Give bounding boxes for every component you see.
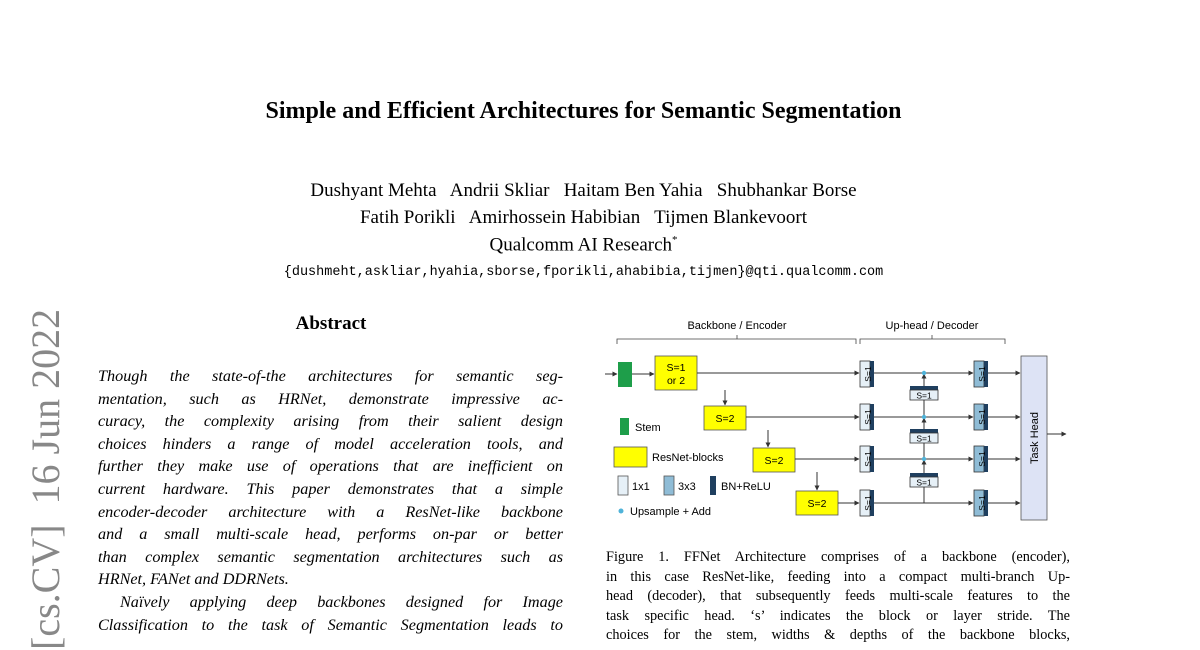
legend-3x3-swatch xyxy=(664,476,674,495)
legend-3x3-label: 3x3 xyxy=(678,481,696,493)
svg-text:S=1: S=1 xyxy=(863,409,873,425)
svg-text:S=1: S=1 xyxy=(916,390,932,401)
abstract-line: Classification to the task of Semantic Segmentation leads to xyxy=(98,615,563,634)
to-head-arrows xyxy=(988,373,1020,503)
encoder-label: Backbone / Encoder xyxy=(687,320,787,332)
abstract-line: choices hinders a range of model acceleration tools, and xyxy=(98,434,563,453)
legend-upsample-label: Upsample + Add xyxy=(630,506,712,518)
affiliation-name: Qualcomm AI Research xyxy=(489,234,673,256)
legend-stem-label: Stem xyxy=(635,422,661,434)
legend-stem-swatch xyxy=(620,418,629,435)
legend-resnet-label: ResNet-blocks xyxy=(652,452,724,464)
svg-text:S=1: S=1 xyxy=(916,433,932,444)
svg-text:S=1: S=1 xyxy=(977,451,987,467)
arxiv-side-stamp: [cs.CV] 16 Jun 2022 xyxy=(23,308,68,650)
legend-bn-label: BN+ReLU xyxy=(721,481,771,493)
svg-text:S=1: S=1 xyxy=(977,409,987,425)
caption-line: choices for the stem, widths & depths of the backbone blocks, xyxy=(606,627,1070,644)
block-2-label: S=2 xyxy=(715,413,735,425)
abstract-body xyxy=(98,365,563,636)
affiliation xyxy=(0,234,1167,256)
decoder-label: Up-head / Decoder xyxy=(885,320,979,332)
caption-line: Figure 1. FFNet Architecture comprises of a backbone (encoder), xyxy=(606,549,1070,565)
affiliation-footnote-mark: * xyxy=(672,234,678,246)
authors-line-1: Dushyant Mehta Andrii Skliar Haitam Ben Yahia Shubhankar Borse xyxy=(310,180,857,201)
encoder-brace xyxy=(617,335,856,344)
abstract-line: current hardware. This paper demonstrates that a simple xyxy=(98,479,563,498)
abstract-heading: Abstract xyxy=(295,313,367,334)
block-4-label: S=2 xyxy=(807,498,827,510)
block-1-label-top: S=1 xyxy=(666,362,686,374)
legend-upsample-dot xyxy=(619,509,624,514)
author-emails: {dushmeht,askliar,hyahia,sborse,fporikli,ahabibia,tijmen}@qti.qualcomm.com xyxy=(283,265,884,280)
figure-caption xyxy=(606,548,1070,646)
block-3-label: S=2 xyxy=(764,455,784,467)
legend-1x1-swatch xyxy=(618,476,628,495)
abstract-line: mentation, such as HRNet, demonstrate impressive ac- xyxy=(98,389,563,408)
svg-text:S=1: S=1 xyxy=(977,366,987,382)
svg-text:S=1: S=1 xyxy=(863,366,873,382)
abstract-line: curacy, the complexity arising from their salient design xyxy=(98,412,563,431)
decoder-col-1 xyxy=(860,361,874,516)
paper-title: Simple and Efficient Architectures for Semantic Segmentation xyxy=(265,98,902,124)
abstract-line: than complex semantic segmentation architectures such as xyxy=(98,547,563,566)
authors-line-2: Fatih Porikli Amirhossein Habibian Tijmen Blankevoort xyxy=(359,207,808,228)
abstract-line: further they make use of operations that are inefficient on xyxy=(98,457,563,476)
svg-text:S=1: S=1 xyxy=(916,477,932,488)
caption-line: head (decoder), that subsequently feeds multi-scale features to the xyxy=(606,588,1070,605)
block-1-label-bottom: or 2 xyxy=(666,375,686,387)
abstract-line: Though the state-of-the architectures for semantic seg- xyxy=(98,367,563,385)
abstract-line: HRNet, FANet and DDRNets. xyxy=(98,570,289,589)
svg-text:S=1: S=1 xyxy=(977,495,987,511)
abstract-line: Naïvely applying deep backbones designed for Image xyxy=(120,592,563,611)
abstract-line: encoder-decoder architecture with a ResNet-like backbone xyxy=(98,502,563,521)
legend-bn-swatch xyxy=(710,476,716,495)
ffnet-architecture-figure xyxy=(600,316,1070,531)
svg-text:S=1: S=1 xyxy=(863,495,873,511)
legend-resnet-swatch xyxy=(614,447,647,467)
caption-line: in this case ResNet-like, feeding into a compact multi-branch Up- xyxy=(606,568,1070,585)
svg-text:S=1: S=1 xyxy=(863,451,873,467)
abstract-line: and a small multi-scale head, performs on-par or better xyxy=(98,525,563,544)
task-head-label: Task Head xyxy=(1029,412,1041,464)
legend-1x1-label: 1x1 xyxy=(632,481,650,493)
decoder-col-2 xyxy=(974,361,988,516)
caption-line: task specific head. ‘s’ indicates the block or layer stride. The xyxy=(606,607,1070,624)
decoder-brace xyxy=(860,335,1005,344)
stem-block xyxy=(618,362,632,387)
